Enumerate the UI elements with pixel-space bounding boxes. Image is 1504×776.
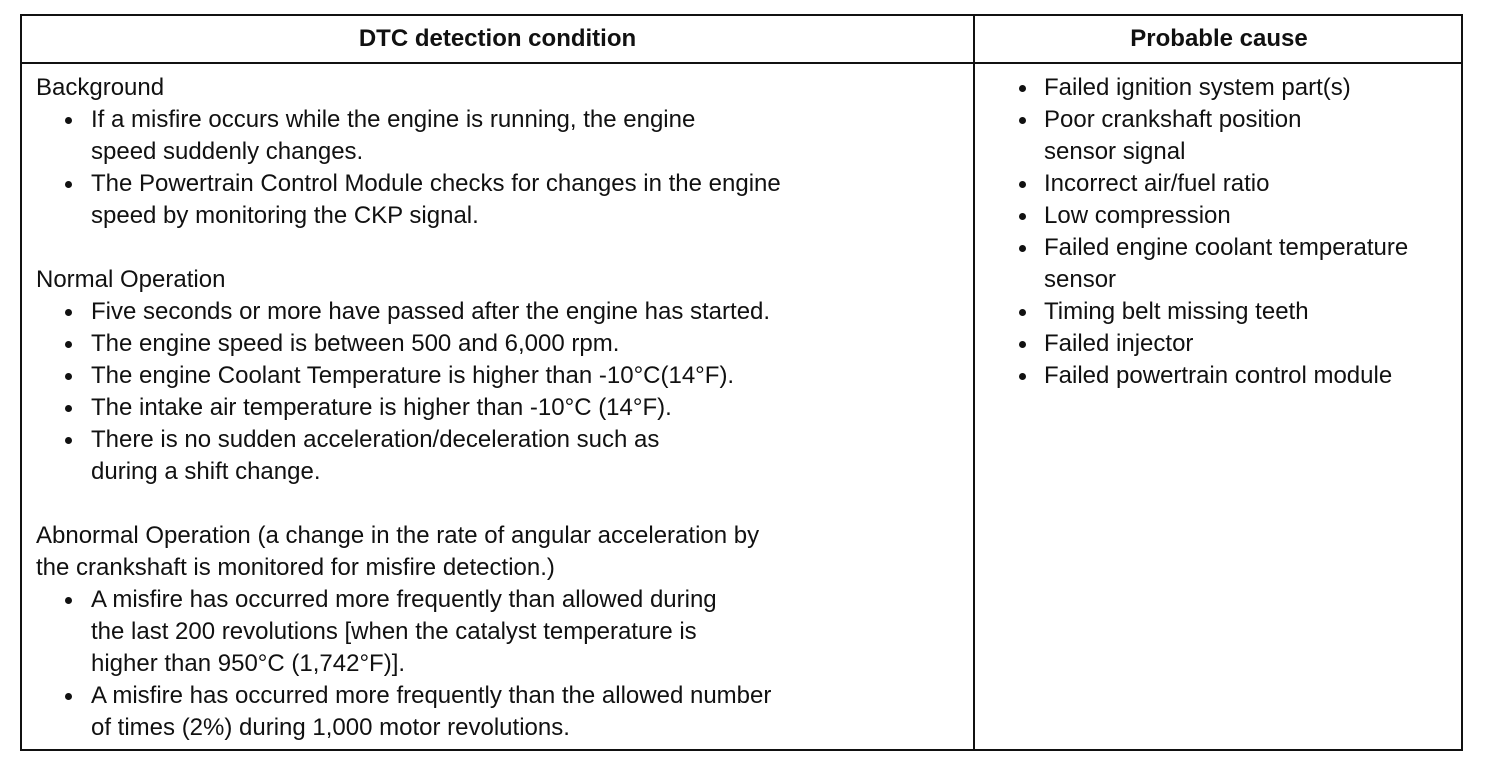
background-list <box>36 104 966 232</box>
list-item-text: higher than 950°C (1,742°F)]. <box>91 650 406 677</box>
column-divider <box>973 16 975 749</box>
header-dtc-detection-condition: DTC detection condition <box>358 25 637 52</box>
list-item <box>36 296 966 328</box>
list-item <box>36 680 966 744</box>
normal-operation-heading: Normal Operation <box>36 266 226 293</box>
abnormal-operation-list <box>36 584 966 744</box>
bullet-icon <box>65 693 72 700</box>
list-item <box>1010 232 1460 296</box>
list-item-text: The Powertrain Control Module checks for changes in the engine <box>91 170 781 197</box>
bullet-icon <box>1019 341 1026 348</box>
list-item-text: Poor crankshaft position <box>1044 106 1302 133</box>
list-item-text: Timing belt missing teeth <box>1044 298 1309 325</box>
list-item <box>36 360 966 392</box>
list-item <box>1010 360 1460 392</box>
header-probable-cause: Probable cause <box>1130 25 1308 52</box>
list-item <box>1010 200 1460 232</box>
bullet-icon <box>1019 373 1026 380</box>
list-item <box>1010 168 1460 200</box>
bullet-icon <box>1019 245 1026 252</box>
list-item-text: A misfire has occurred more frequently than allowed during <box>91 586 717 613</box>
bullet-icon <box>1019 85 1026 92</box>
section-gap <box>36 488 966 520</box>
bullet-icon <box>65 181 72 188</box>
bullet-icon <box>65 373 72 380</box>
bullet-icon <box>1019 213 1026 220</box>
list-item-text: during a shift change. <box>91 458 321 485</box>
list-item-text: speed suddenly changes. <box>91 138 364 165</box>
bullet-icon <box>65 117 72 124</box>
list-item-text: sensor signal <box>1044 138 1186 165</box>
bullet-icon <box>1019 117 1026 124</box>
list-item <box>36 584 966 680</box>
probable-cause-cell <box>1010 72 1460 392</box>
normal-operation-list <box>36 296 966 488</box>
list-item-text: If a misfire occurs while the engine is running, the engine <box>91 106 696 133</box>
list-item <box>36 424 966 488</box>
list-item-text: There is no sudden acceleration/deceleration such as <box>91 426 660 453</box>
bullet-icon <box>65 405 72 412</box>
list-item <box>36 104 966 168</box>
list-item-text: Five seconds or more have passed after the engine has started. <box>91 298 771 325</box>
list-item-text: Failed injector <box>1044 330 1194 357</box>
bullet-icon <box>1019 181 1026 188</box>
table-header-row <box>22 16 1461 64</box>
list-item <box>36 392 966 424</box>
section-gap <box>36 232 966 264</box>
bullet-icon <box>65 341 72 348</box>
abnormal-operation-heading-line-2: the crankshaft is monitored for misfire detection.) <box>36 554 555 581</box>
bullet-icon <box>65 597 72 604</box>
probable-cause-list <box>1010 72 1460 392</box>
dtc-table <box>20 14 1463 751</box>
list-item-text: Failed ignition system part(s) <box>1044 74 1351 101</box>
list-item-text: Failed powertrain control module <box>1044 362 1393 389</box>
bullet-icon <box>65 437 72 444</box>
list-item-text: The intake air temperature is higher than -10°C (14°F). <box>91 394 672 421</box>
list-item-text: The engine Coolant Temperature is higher than -10°C(14°F). <box>91 362 735 389</box>
list-item-text: A misfire has occurred more frequently than the allowed number <box>91 682 772 709</box>
list-item-text: The engine speed is between 500 and 6,000 rpm. <box>91 330 620 357</box>
abnormal-operation-heading-line-1: Abnormal Operation (a change in the rate of angular acceleration by <box>36 522 760 549</box>
list-item <box>36 328 966 360</box>
list-item <box>36 168 966 232</box>
list-item-text: speed by monitoring the CKP signal. <box>91 202 479 229</box>
background-heading: Background <box>36 74 165 101</box>
list-item-text: Failed engine coolant temperature <box>1044 234 1409 261</box>
detection-condition-cell <box>36 72 966 744</box>
list-item-text: Low compression <box>1044 202 1231 229</box>
list-item <box>1010 296 1460 328</box>
list-item <box>1010 328 1460 360</box>
bullet-icon <box>65 309 72 316</box>
list-item-text: the last 200 revolutions [when the catalyst temperature is <box>91 618 697 645</box>
list-item-text: of times (2%) during 1,000 motor revolutions. <box>91 714 570 741</box>
list-item <box>1010 104 1460 168</box>
bullet-icon <box>1019 309 1026 316</box>
list-item-text: Incorrect air/fuel ratio <box>1044 170 1270 197</box>
list-item-text: sensor <box>1044 266 1117 293</box>
list-item <box>1010 72 1460 104</box>
